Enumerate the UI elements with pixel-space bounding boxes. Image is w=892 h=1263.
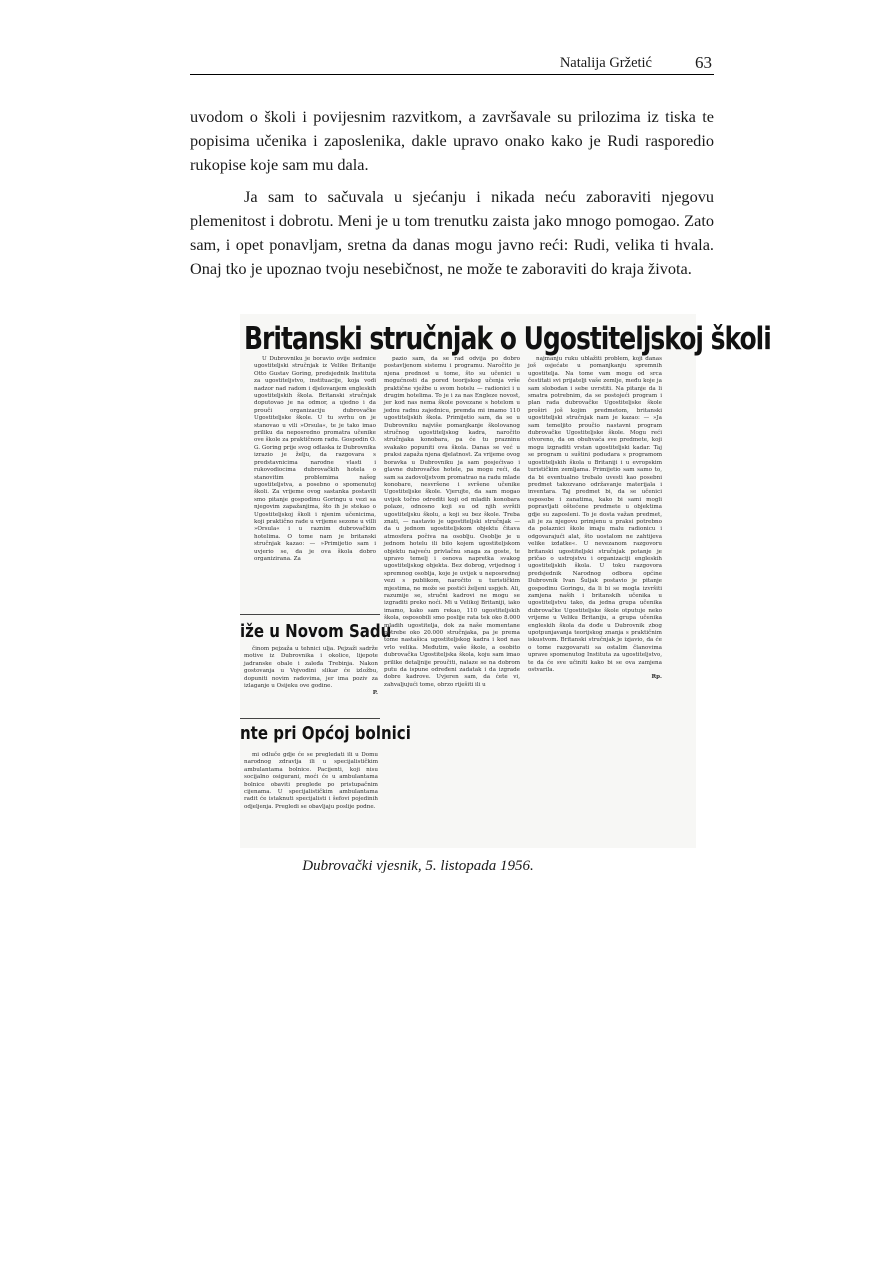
clipping-caption: Dubrovački vjesnik, 5. listopada 1956. xyxy=(302,858,534,874)
column-divider xyxy=(240,614,380,615)
column-text: činom pejzaža u tehnici ulja. Pejzaži sadrže motive iz Dubrovnika i okolice, lijepote jadranske obale i zaleđa Trebinja. Nakon gostovanja u Vojvodini slikar će izložbu, dopuniti novim radovima, jer ima poziv za izlaganje u Osijeku ove godine. xyxy=(244,646,378,690)
header-author: Natalija Gržetić xyxy=(559,55,652,71)
clipping-column-2 xyxy=(384,356,520,842)
column-text: najmanju ruku ublažiti problem, koji danas još osjećate u pomanjkanju spremnih ugostitelja. Na tome vam mogu od srca čestitati svi prijatelji vaše zemlje, među koje ja sam slobodan i sebe uvrstiti. Na pitanje da li smatra potrebnim, da se postojeći program i plan rada dubrovačke Ugostiteljske škole proširi još kojim predmetom, britanski ugostiteljski stručnjak nam je kazao: — »Ja sam temeljito proučio nastavni program dubrovačke Ugostiteljske škole. Mogu reći otvoreno, da on obuhvaća sve predmete, koji mogu izgraditi vrstan ugostiteljski kadar. Taj se program u suštini podudara s programom ugostiteljskih škola u Britaniji i u evropskim turističkim zemljama. Primijetio sam samo to, da bi eventualno trebalo uvesti kao posebni predmet takozvano održavanje materijala i inventara. Taj predmet bi, da se učenici osposobe i zanatima, kako bi sami mogli popravljati oštećene predmete u objektima gdje su zaposleni. To je dosta važan predmet, ali je za njegovu primjenu u praksi potrebno da polaznici škole imaju malu radionicu i odgovarajući alat, što uostalom ne zahtijeva velike izdatke«. U nevezanom razgovoru britanski ugostiteljski stručnjak potanje je pričao o ustrojstvu i organizaciji engleskih ugostiteljskih škola. U toku razgovora predsjednik Narodnog odbora općine Dubrovnik Ivan Šuljak postavio je pitanje gospodinu Goringu, da li bi se mogla izvršiti zamjena naših i britanskih učenika u ugostiteljstvu tako, da jedna grupa učenika dubrovačke Ugostiteljske škole otputuje neko vrijeme u Veliku Britaniju, a grupa učenika engleskih škola da dođe u Dubrovnik zbog upotpunjavanja teorijskog znanja s praktičnim iskustvom. Britanski stručnjak je izjavio, da će o tome razgovarati sa ostalim članovima uprave spomenutog Instituta za ugostiteljstvo, te da će sve učiniti kako bi se ova zamjena ostvarila. xyxy=(528,356,662,674)
article-signature: Rp. xyxy=(651,674,662,681)
clipping-headline: Britanski stručnjak o Ugostiteljskoj školi xyxy=(244,320,771,357)
column-text: U Dubrovniku je boravio ovije sedmice ugostiteljski stručnjak iz Velike Britanije Otto Gustav Goring, predsjednik Instituta za ugostiteljstvo, instituacije, koja vodi nadzor nad radom i djelovanjem engleskih ugostiteljskih škola. Britanski stručnjak doputovao je na odmor, a ujedno i da prouči organizaciju dubrovačke Ugostiteljske škole. U tu svrhu on je stanovao u vili »Orsula«, te je tako imao priliku da neposredno promatra učenike ove škole za praktičnom radu. Gospodin O. G. Goring prije svog odlaska iz Dubrovnika izrazio je želju, da razgovara s predstavnicima narodne vlasti i rukovodiocima dubrovačkih hotela o stanovitim problemima našeg ugostiteljstva, a posebno o spomenutoj školi. Za vrijeme ovog sastanka postavili smo pitanje gospodinu Goringu u vezi sa njegovim zapažanjima, što ih je stekao o Ugostiteljskoj školi i njenim učenicima, koji praktično rade u vrijeme sezone u villi »Orsula« i u raznim dubrovačkim hotelima. O tome nam je britanski stručnjak kazao: — »Primijetio sam i uvjerio se, da je ova škola dobro organizirana. Za xyxy=(254,356,376,562)
paragraph: uvodom o školi i povijesnim razvitkom, a završavale su prilozima iz tiska te popisima učenika i zaposlenika, dakle upravo onako kako je Rudi rasporedio rukopise koje sam mu dala. xyxy=(190,107,714,174)
body-text xyxy=(190,105,714,281)
column-text: pazio sam, da se rad odvija po dobro postavljenom sistemu i programu. Naročito je njena prednost u tome, što su učenici u mogućnosti da pored teorijskog učenja vrše praktične vježbe u svom hotelu — radionici i u drugim hotelima. To je i za nas Engleze novost, jer kod nas nema škole povezane s hotelom u jednu radnu zajednicu, premda mi imamo 110 ugostiteljskih škola. Primijetio sam, da se u Dubrovniku najviše pomanjkanje školovanog stručnog ugostiteljskog kadra, naročito stručnjaka konobara, pa će tu prazninu svakako popuniti ova škola. Danas se već u praksi zapaža njena djelatnost. Za vrijeme ovog boravka u Dubrovniku ja sam posjećivao i glavne dubrovačke hotele, pa mogu reći, da sam sa zadovoljstvom promatrao na radu mlade konobare, nesvršene i svršene učenike Ugostiteljske škole. Vjerujte, da sam mogao uvijek točno odrediti koji od mladih konobara polaze, odnosno koji su od njih svršili ugostiteljsku školu, a koji su bez škole. Treba znati, — nastavio je ugostiteljski stručnjak — da u jednom ugostiteljskom objektu čitava atmosfera počiva na osoblju. Osoblje je u jednom hotelu ili bilo kojem ugostiteljskom objektu najveću privlačnu snaga za goste, te upravo temelj i osnova napretka svakog ugostiteljskog objekta. Bez dobrog, vrijednog i spremnog osoblja, koje je uvijek u neposrednoj vezi s publikom, naročito u turističkim mjestima, ne može se postići željeni uspjeh. Ali, razumije se, stručni kadrovi ne mogu se izgraditi preko noći. Mi u Velikoj Britaniji, iako imamo, kako sam rekao, 110 ugostiteljskih škola, osposobili smo poslije rata tek oko 8.000 mladih ugostitelja, dok za naše momentane potrebe oko 20.000 stručnjaka, pa je prema tome nastašica ugostiteljskog kadra i kod nas vrlo velika. Međutim, vaše škole, a osobito dubrovačka Ugostiteljska škola, koju sam imao prilike detaljnije proučiti, nalaze se na dobrom putu da ispune određeni zadatak i da izgrade dobre kadrove. Uvjeren sam, da ćete vi, zahvaljujući tome, obrzo riješiti ili u xyxy=(384,356,520,688)
clipping-column-3 xyxy=(528,356,662,842)
newspaper-clipping xyxy=(240,314,771,848)
paragraph: Ja sam to sačuvala u sjećanju i nikada neću zaboraviti njegovu plemenitost i dobrotu. Meni je u tom trenutku zaista jako mnogo pomogao. Zato sam, i opet ponavljam, sretna da danas mogu javno reći: Rudi, velika ti hvala. Onaj tko je upoznao tvoju nesebičnost, ne može te zaboraviti do kraja života. xyxy=(190,187,714,278)
page-number: 63 xyxy=(695,53,712,72)
clipping-side-headline: iže u Novom Sadu xyxy=(240,620,392,642)
clipping-column-1 xyxy=(254,356,376,614)
column-divider xyxy=(240,718,380,719)
clipping-side-article-1 xyxy=(244,646,378,716)
article-signature: P. xyxy=(372,690,378,697)
clipping-side-headline: nte pri Općoj bolnici xyxy=(240,722,411,744)
running-header xyxy=(190,52,714,75)
column-text: mi odluče gdje će se pregledati ili u Domu narodnog zdravlja ili u specijalističkim ambulantama bolnice. Pacijenti, koji nisu socijalno osigurani, moći će u ambulantama bolnice obaviti preglede po pristupačnim cijenama. U specijalističkim ambulantama radit će istaknuti specijalisti i šefovi pojedinih odjeljenja. Pregledi se obavljaju poslije podne. xyxy=(244,752,378,810)
clipping-side-article-2 xyxy=(244,752,378,844)
